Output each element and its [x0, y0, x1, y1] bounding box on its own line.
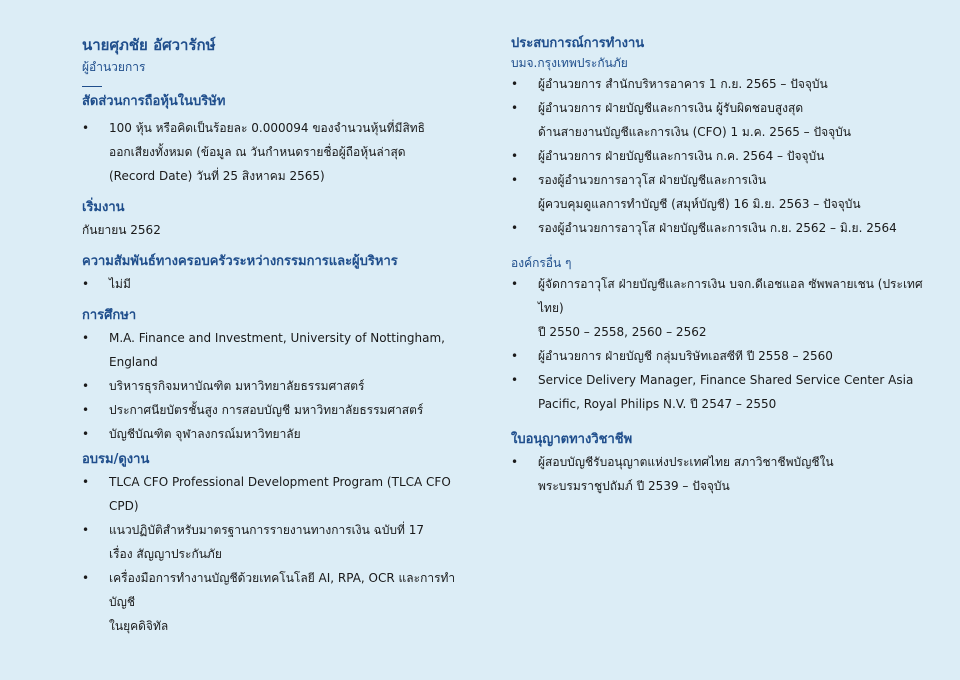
family-heading: ความสัมพันธ์ทางครอบครัวระหว่างกรรมการและผู้บริหาร [82, 254, 398, 269]
list-item-text: M.A. Finance and Investment, University of Nottingham, England [109, 331, 445, 369]
bullet-icon: • [511, 173, 519, 187]
left-column [82, 34, 482, 638]
shareholding-list [82, 116, 482, 188]
bullet-icon: • [82, 277, 90, 291]
list-item [511, 450, 951, 498]
bullet-icon: • [511, 149, 519, 163]
experience-list [511, 72, 951, 240]
bullet-icon: • [511, 277, 519, 291]
list-item-text: ผู้อำนวยการ สำนักบริหารอาคาร 1 ก.ย. 2565 – ปัจจุบัน [538, 77, 828, 91]
list-item [82, 518, 482, 566]
bullet-icon: • [511, 455, 519, 469]
education-list [82, 326, 482, 446]
bullet-icon: • [511, 221, 519, 235]
list-item-text: 100 หุ้น หรือคิดเป็นร้อยละ 0.000094 ของจำนวนหุ้นที่มีสิทธิ ออกเสียงทั้งหมด (ข้อมูล ณ วันกำหนดรายชื่อผู้ถือหุ้นล่าสุด (Record Date) วันที่ 25 สิงหาคม 2565) [109, 121, 425, 183]
start-date: กันยายน 2562 [82, 223, 161, 237]
list-item [511, 168, 951, 216]
list-item-text: Service Delivery Manager, Finance Shared Service Center Asia Pacific, Royal Philips N.V. ปี 2547 – 2550 [538, 373, 914, 411]
list-item [511, 216, 951, 240]
license-heading: ใบอนุญาตทางวิชาชีพ [511, 432, 633, 447]
other-org-heading: องค์กรอื่น ๆ [511, 256, 572, 270]
list-item [82, 398, 482, 422]
bullet-icon: • [511, 349, 519, 363]
bullet-icon: • [82, 427, 90, 441]
list-item [511, 272, 951, 344]
start-heading: เริ่มงาน [82, 200, 125, 215]
training-heading: อบรม/ดูงาน [82, 452, 150, 467]
bullet-icon: • [82, 379, 90, 393]
other-org-list [511, 272, 951, 416]
experience-company: บมจ.กรุงเทพประกันภัย [511, 56, 628, 70]
list-item [82, 566, 482, 638]
list-item-text: รองผู้อำนวยการอาวุโส ฝ่ายบัญชีและการเงิน ก.ย. 2562 – มิ.ย. 2564 [538, 221, 897, 235]
list-item-text: ผู้จัดการอาวุโส ฝ่ายบัญชีและการเงิน บจก.ดีเอชแอล ซัพพลายเชน (ประเทศ ไทย) ปี 2550 – 2558, 2560 – 2562 [538, 277, 923, 339]
list-item [82, 422, 482, 446]
right-column [511, 34, 951, 498]
person-position: ผู้อำนวยการ [82, 60, 146, 74]
education-heading: การศึกษา [82, 308, 137, 323]
list-item-text: ไม่มี [109, 277, 131, 291]
list-item [511, 144, 951, 168]
bullet-icon: • [511, 101, 519, 115]
bullet-icon: • [82, 403, 90, 417]
list-item-text: รองผู้อำนวยการอาวุโส ฝ่ายบัญชีและการเงิน ผู้ควบคุมดูแลการทำบัญชี (สมุห์บัญชี) 16 มิ.ย. 2563 – ปัจจุบัน [538, 173, 861, 211]
list-item [511, 344, 951, 368]
list-item-text: TLCA CFO Professional Development Program (TLCA CFO CPD) [109, 475, 451, 513]
experience-heading: ประสบการณ์การทำงาน [511, 36, 645, 51]
bullet-icon: • [82, 121, 90, 135]
bullet-icon: • [511, 77, 519, 91]
family-list [82, 272, 482, 296]
list-item-text: แนวปฏิบัติสำหรับมาตรฐานการรายงานทางการเงิน ฉบับที่ 17 เรื่อง สัญญาประกันภัย [109, 523, 425, 561]
list-item-text: บริหารธุรกิจมหาบัณฑิต มหาวิทยาลัยธรรมศาสตร์ [109, 379, 365, 393]
list-item [82, 326, 482, 374]
shareholding-heading: สัดส่วนการถือหุ้นในบริษัท [82, 94, 226, 109]
list-item-text: ผู้อำนวยการ ฝ่ายบัญชีและการเงิน ก.ค. 2564 – ปัจจุบัน [538, 149, 825, 163]
list-item [511, 96, 951, 144]
list-item [82, 470, 482, 518]
divider [82, 86, 102, 87]
list-item [82, 272, 482, 296]
bullet-icon: • [82, 571, 90, 585]
list-item [82, 116, 482, 188]
bullet-icon: • [82, 523, 90, 537]
list-item [511, 368, 951, 416]
list-item-text: ผู้อำนวยการ ฝ่ายบัญชีและการเงิน ผู้รับผิดชอบสูงสุด ด้านสายงานบัญชีและการเงิน (CFO) 1 ม.ค. 2565 – ปัจจุบัน [538, 101, 851, 139]
bullet-icon: • [82, 331, 90, 345]
list-item [511, 72, 951, 96]
bullet-icon: • [511, 373, 519, 387]
bullet-icon: • [82, 475, 90, 489]
list-item-text: บัญชีบัณฑิต จุฬาลงกรณ์มหาวิทยาลัย [109, 427, 301, 441]
list-item [82, 374, 482, 398]
list-item-text: เครื่องมือการทำงานบัญชีด้วยเทคโนโลยี AI, RPA, OCR และการทำ บัญชี ในยุคดิจิทัล [109, 571, 456, 633]
list-item-text: ประกาศนียบัตรชั้นสูง การสอบบัญชี มหาวิทยาลัยธรรมศาสตร์ [109, 403, 424, 417]
list-item-text: ผู้สอบบัญชีรับอนุญาตแห่งประเทศไทย สภาวิชาชีพบัญชีใน พระบรมราชูปถัมภ์ ปี 2539 – ปัจจุบัน [538, 455, 834, 493]
person-name: นายศุภชัย อัศวารักษ์ [82, 36, 216, 54]
license-list [511, 450, 951, 498]
list-item-text: ผู้อำนวยการ ฝ่ายบัญชี กลุ่มบริษัทเอสซีที ปี 2558 – 2560 [538, 349, 833, 363]
training-list [82, 470, 482, 638]
